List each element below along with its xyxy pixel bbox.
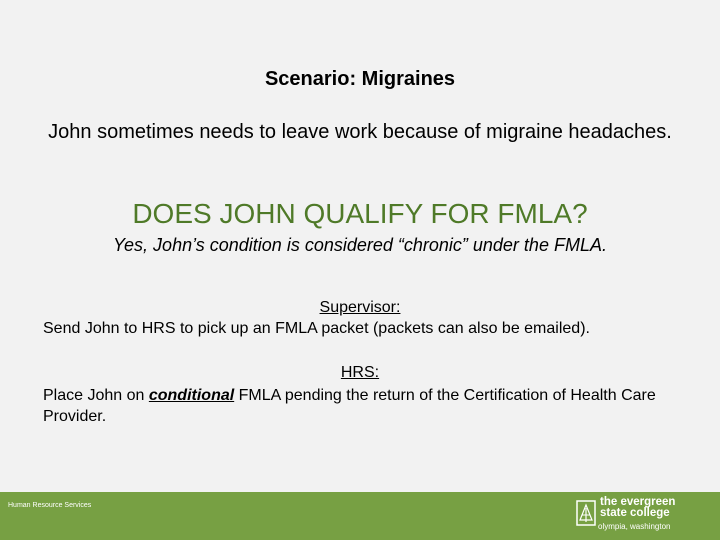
logo-wordmark [600, 497, 675, 519]
hrs-text-after: FMLA pending the return of the Certification of Health Care Provider. [43, 387, 656, 425]
hrs-text-before: Place John on [43, 387, 149, 404]
logo-line1: the evergreen [600, 496, 676, 508]
footer-bar [0, 492, 720, 540]
scenario-intro: John sometimes needs to leave work because of migraine headaches. [48, 121, 672, 143]
answer-text: Yes, John’s condition is considered “chronic” under the FMLA. [113, 235, 607, 255]
supervisor-heading: Supervisor: [319, 299, 401, 316]
hrs-heading: HRS: [340, 364, 380, 381]
logo-line3: olympia, washington [598, 522, 671, 531]
college-logo-icon [576, 500, 596, 526]
slide-title: Scenario: Migraines [264, 68, 456, 90]
hrs-text-emphasis: conditional [148, 387, 235, 404]
college-logo [576, 497, 716, 535]
footer-label: Human Resource Services [8, 502, 92, 509]
hrs-text [43, 385, 663, 427]
question-heading: DOES JOHN QUALIFY FOR FMLA? [132, 198, 588, 229]
logo-line2: state college [600, 507, 670, 519]
supervisor-text: Send John to HRS to pick up an FMLA packet (packets can also be emailed). [43, 320, 590, 337]
